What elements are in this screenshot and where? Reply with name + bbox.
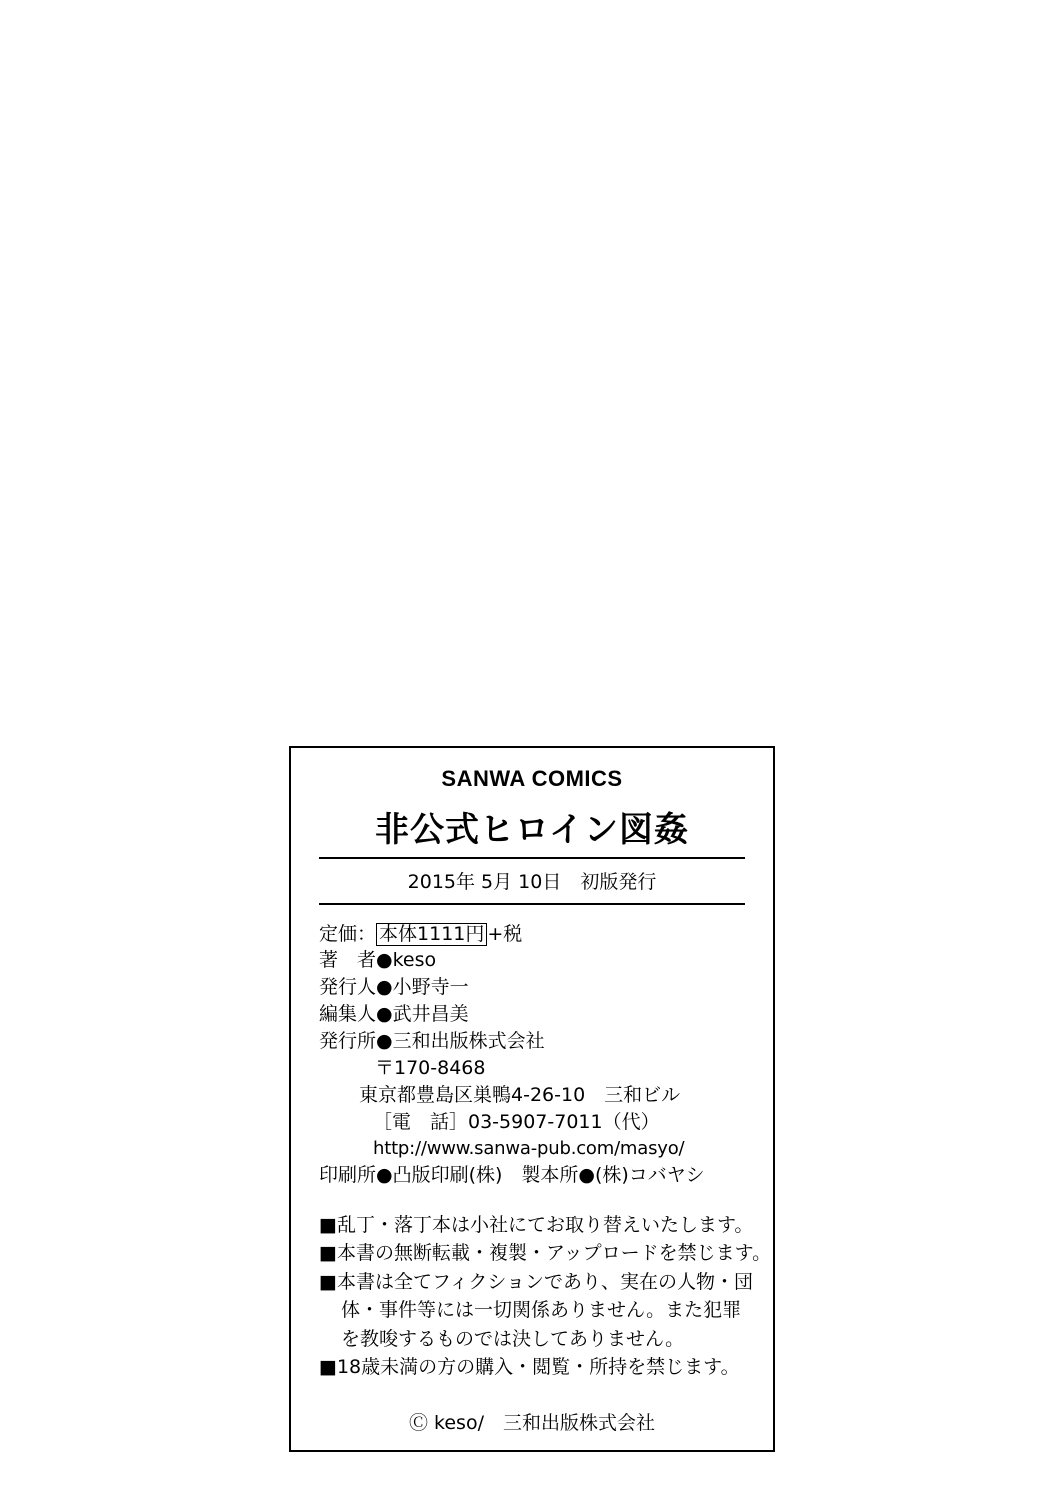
credit-author: 著 者●keso bbox=[319, 949, 437, 972]
credit-publisher-person: 発行人●小野寺一 bbox=[319, 976, 469, 999]
publication-date: 2015年 5月 10日 初版発行 bbox=[407, 871, 657, 893]
book-title: 非公式ヒロイン図姦 bbox=[375, 810, 689, 850]
divider-under-title bbox=[319, 857, 745, 859]
credit-postal-code: 〒170-8468 bbox=[375, 1057, 486, 1080]
colophon-box bbox=[289, 746, 775, 1452]
credit-address: 東京都豊島区巣鴨4-26-10 三和ビル bbox=[359, 1084, 681, 1107]
credit-phone: ［電 話］03-5907-7011（代） bbox=[373, 1111, 660, 1134]
imprint-label: SANWA COMICS bbox=[441, 766, 623, 791]
price-tax-suffix: +税 bbox=[487, 922, 523, 945]
notice-no-reproduction: ■本書の無断転載・複製・アップロードを禁じます。 bbox=[319, 1242, 772, 1265]
notice-fiction-disclaimer-line3: を教唆するものでは決してありません。 bbox=[341, 1327, 685, 1350]
price-row bbox=[319, 921, 773, 948]
credits-block bbox=[291, 921, 773, 1189]
credit-publisher: 発行所●三和出版株式会社 bbox=[319, 1030, 545, 1053]
credit-printing-binding: 印刷所●凸版印刷(株) 製本所●(株)コバヤシ bbox=[319, 1163, 705, 1186]
notice-fiction-disclaimer-line2: 体・事件等には一切関係ありません。また犯罪 bbox=[341, 1299, 742, 1322]
price-label: 定価： bbox=[319, 922, 377, 945]
credit-editor: 編集人●武井昌美 bbox=[319, 1003, 469, 1026]
copyright-icon: Ⓒ bbox=[408, 1411, 428, 1434]
divider-under-date bbox=[319, 903, 745, 905]
notice-defective-copies: ■乱丁・落丁本は小社にてお取り替えいたします。 bbox=[319, 1213, 754, 1236]
notice-fiction-disclaimer: ■本書は全てフィクションであり、実在の人物・団 bbox=[319, 1270, 754, 1293]
copyright-line bbox=[291, 1408, 773, 1435]
notice-age-restriction: ■18歳未満の方の購入・閲覧・所持を禁じます。 bbox=[319, 1356, 740, 1379]
credit-website[interactable]: http://www.sanwa-pub.com/masyo/ bbox=[373, 1138, 685, 1160]
price-value: 本体1111円 bbox=[376, 923, 487, 947]
notices-block bbox=[291, 1211, 773, 1382]
copyright-text: keso/ 三和出版株式会社 bbox=[434, 1411, 655, 1434]
